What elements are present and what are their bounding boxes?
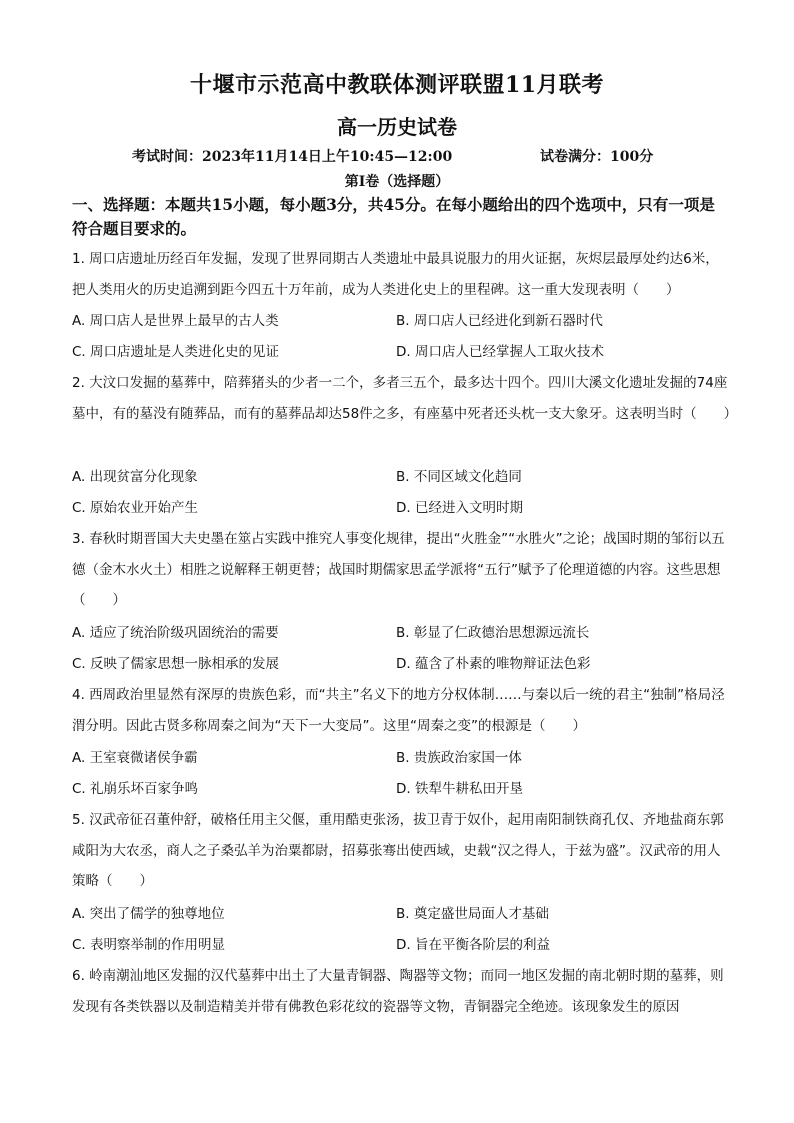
instructions: 一、选择题：本题共15小题，每小题3分，共45分。在每小题给出的四个选项中，只有一项是符合题目要求的。 bbox=[72, 195, 715, 238]
question-4-option-d: D. 铁犁牛耕私田开垦 bbox=[396, 781, 523, 797]
question-5-option-a: A. 突出了儒学的独尊地位 bbox=[72, 906, 225, 922]
question-3-option-a: A. 适应了统治阶级巩固统治的需要 bbox=[72, 625, 279, 641]
section-heading: 第Ⅰ卷（选择题） bbox=[344, 174, 450, 190]
question-3-option-b: B. 彰显了仁政德治思想源远流长 bbox=[396, 625, 590, 641]
question-5-option-d: D. 旨在平衡各阶层的利益 bbox=[396, 937, 550, 953]
question-4-stem: 4. 西周政治里显然有深厚的贵族色彩，而“共主”名义下的地方分权体制……与秦以后一统的君主“独制”格局泾渭分明。因此古贤多称周秦之间为“天下一大变局”。这里“周秦之变”的根源是（ ） bbox=[72, 687, 725, 734]
question-5-option-c: C. 表明察举制的作用明显 bbox=[72, 937, 226, 953]
question-2-option-b: B. 不同区域文化趋同 bbox=[396, 469, 522, 485]
question-3-stem: 3. 春秋时期晋国大夫史墨在筮占实践中推究人事变化规律，提出“火胜金”“水胜火”之论；战国时期的邹衍以五德（金木水火土）相胜之说解释王朝更替；战国时期儒家思孟学派将“五行”赋予了伦理道德的内容。这些思想（ ） bbox=[72, 531, 725, 608]
exam-subtitle: 高一历史试卷 bbox=[337, 115, 457, 139]
question-2-option-c: C. 原始农业开始产生 bbox=[72, 500, 199, 516]
exam-title: 十堰市示范高中教联体测评联盟11月联考 bbox=[189, 72, 605, 98]
question-2-stem: 2. 大汶口发掘的墓葬中，陪葬猪头的少者一二个，多者三五个，最多达十四个。四川大溪文化遗址发掘的74座墓中，有的墓没有随葬品，而有的墓葬品却达58件之多，有座墓中死者还头枕一支大象牙。这表明当时（ ） bbox=[72, 375, 738, 422]
question-2-option-a: A. 出现贫富分化现象 bbox=[72, 469, 198, 485]
question-1-stem: 1. 周口店遗址历经百年发掘，发现了世界同期古人类遗址中最具说服力的用火证据，灰烬层最厚处约达6米，把人类用火的历史追溯到距今四五十万年前，成为人类进化史上的里程碑。这一重大发现表明（ ） bbox=[72, 251, 719, 298]
question-5-option-b: B. 奠定盛世局面人才基础 bbox=[396, 906, 549, 922]
exam-time: 考试时间：2023年11月14日上午10:45—12:00 bbox=[132, 149, 453, 165]
question-6-stem: 6. 岭南潮汕地区发掘的汉代墓葬中出土了大量青铜器、陶器等文物；而同一地区发掘的南北朝时期的墓葬，则发现有各类铁器以及制造精美并带有佛教色彩花纹的瓷器等文物，青铜器完全绝迹。该现象发生的原因 bbox=[72, 968, 724, 1015]
question-1-option-d: D. 周口店人已经掌握人工取火技术 bbox=[396, 344, 604, 360]
question-1-option-b: B. 周口店人已经进化到新石器时代 bbox=[396, 313, 603, 329]
question-4-option-a: A. 王室衰微诸侯争霸 bbox=[72, 750, 198, 766]
question-5-stem: 5. 汉武帝征召董仲舒，破格任用主父偃，重用酷吏张汤，拔卫青于奴仆，起用南阳制铁商孔仅、齐地盐商东郭咸阳为大农丞，商人之子桑弘羊为治粟都尉，招募张骞出使西域，史载“汉之得人，于兹为盛”。汉武帝的用人策略（ ） bbox=[72, 812, 724, 889]
full-score: 试卷满分：100分 bbox=[540, 149, 654, 165]
question-1-option-a: A. 周口店人是世界上最早的古人类 bbox=[72, 313, 279, 329]
question-4-option-c: C. 礼崩乐坏百家争鸣 bbox=[72, 781, 199, 797]
question-2-option-d: D. 已经进入文明时期 bbox=[396, 500, 523, 516]
question-4-option-b: B. 贵族政治家国一体 bbox=[396, 750, 522, 766]
question-3-option-c: C. 反映了儒家思想一脉相承的发展 bbox=[72, 656, 280, 672]
question-1-option-c: C. 周口店遗址是人类进化史的见证 bbox=[72, 344, 280, 360]
question-3-option-d: D. 蕴含了朴素的唯物辩证法色彩 bbox=[396, 656, 591, 672]
